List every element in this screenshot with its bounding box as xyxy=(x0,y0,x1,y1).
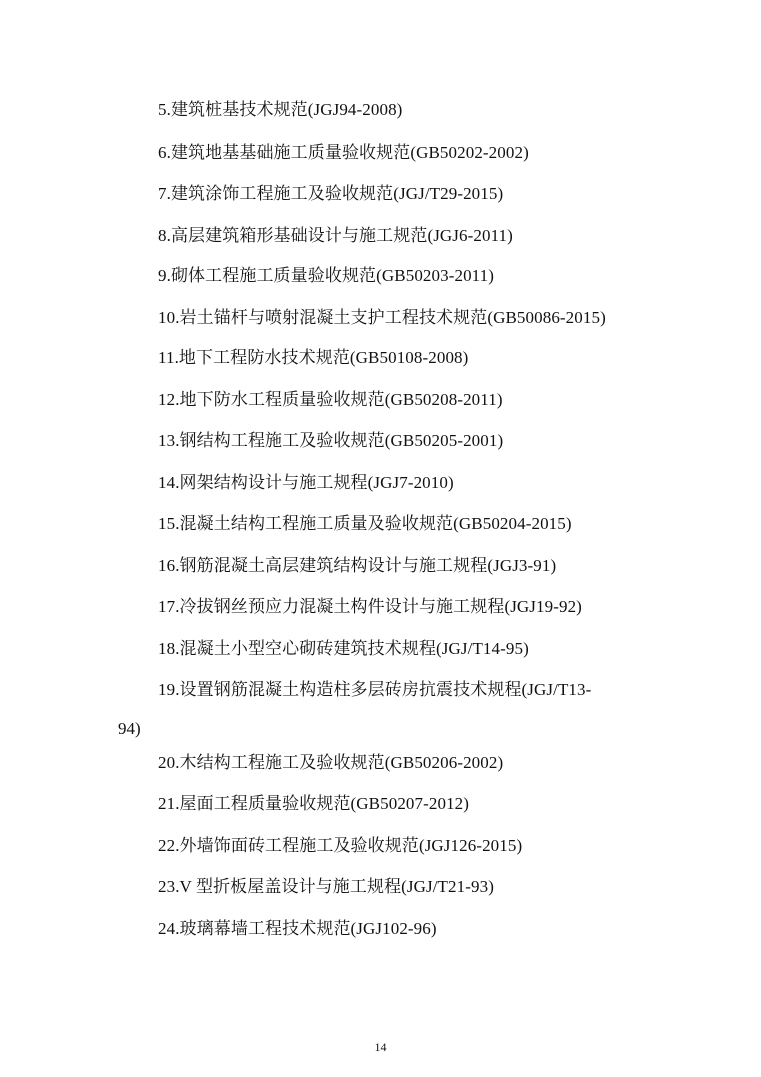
list-item: 21.屋面工程质量验收规范(GB50207-2012) xyxy=(158,794,470,813)
list-item: 9.砌体工程施工质量验收规范(GB50203-2011) xyxy=(158,266,495,285)
list-item: 5.建筑桩基技术规范(JGJ94-2008) xyxy=(158,100,403,119)
page-number: 14 xyxy=(374,1040,387,1054)
list-item: 24.玻璃幕墙工程技术规范(JGJ102-96) xyxy=(158,919,437,938)
list-item: 14.网架结构设计与施工规程(JGJ7-2010) xyxy=(158,473,454,492)
list-item: 11.地下工程防水技术规范(GB50108-2008) xyxy=(158,348,469,367)
list-item: 17.冷拔钢丝预应力混凝土构件设计与施工规程(JGJ19-92) xyxy=(158,597,582,616)
list-item: 8.高层建筑箱形基础设计与施工规范(JGJ6-2011) xyxy=(158,226,513,245)
list-item: 10.岩土锚杆与喷射混凝土支护工程技术规范(GB50086-2015) xyxy=(158,308,606,327)
list-item: 7.建筑涂饰工程施工及验收规范(JGJ/T29-2015) xyxy=(158,184,504,203)
list-item: 12.地下防水工程质量验收规范(GB50208-2011) xyxy=(158,390,503,409)
list-item: 23.V 型折板屋盖设计与施工规程(JGJ/T21-93) xyxy=(158,877,494,896)
list-item: 13.钢结构工程施工及验收规范(GB50205-2001) xyxy=(158,431,504,450)
list-item: 15.混凝土结构工程施工质量及验收规范(GB50204-2015) xyxy=(158,514,572,533)
list-item: 20.木结构工程施工及验收规范(GB50206-2002) xyxy=(158,753,504,772)
list-item: 16.钢筋混凝土高层建筑结构设计与施工规程(JGJ3-91) xyxy=(158,556,557,575)
list-item: 22.外墙饰面砖工程施工及验收规范(JGJ126-2015) xyxy=(158,836,523,855)
list-item: 19.设置钢筋混凝土构造柱多层砖房抗震技术规程(JGJ/T13- xyxy=(158,680,592,699)
list-item: 6.建筑地基基础施工质量验收规范(GB50202-2002) xyxy=(158,143,529,162)
list-item: 18.混凝土小型空心砌砖建筑技术规程(JGJ/T14-95) xyxy=(158,639,529,658)
list-item-continuation: 94) xyxy=(118,719,141,738)
